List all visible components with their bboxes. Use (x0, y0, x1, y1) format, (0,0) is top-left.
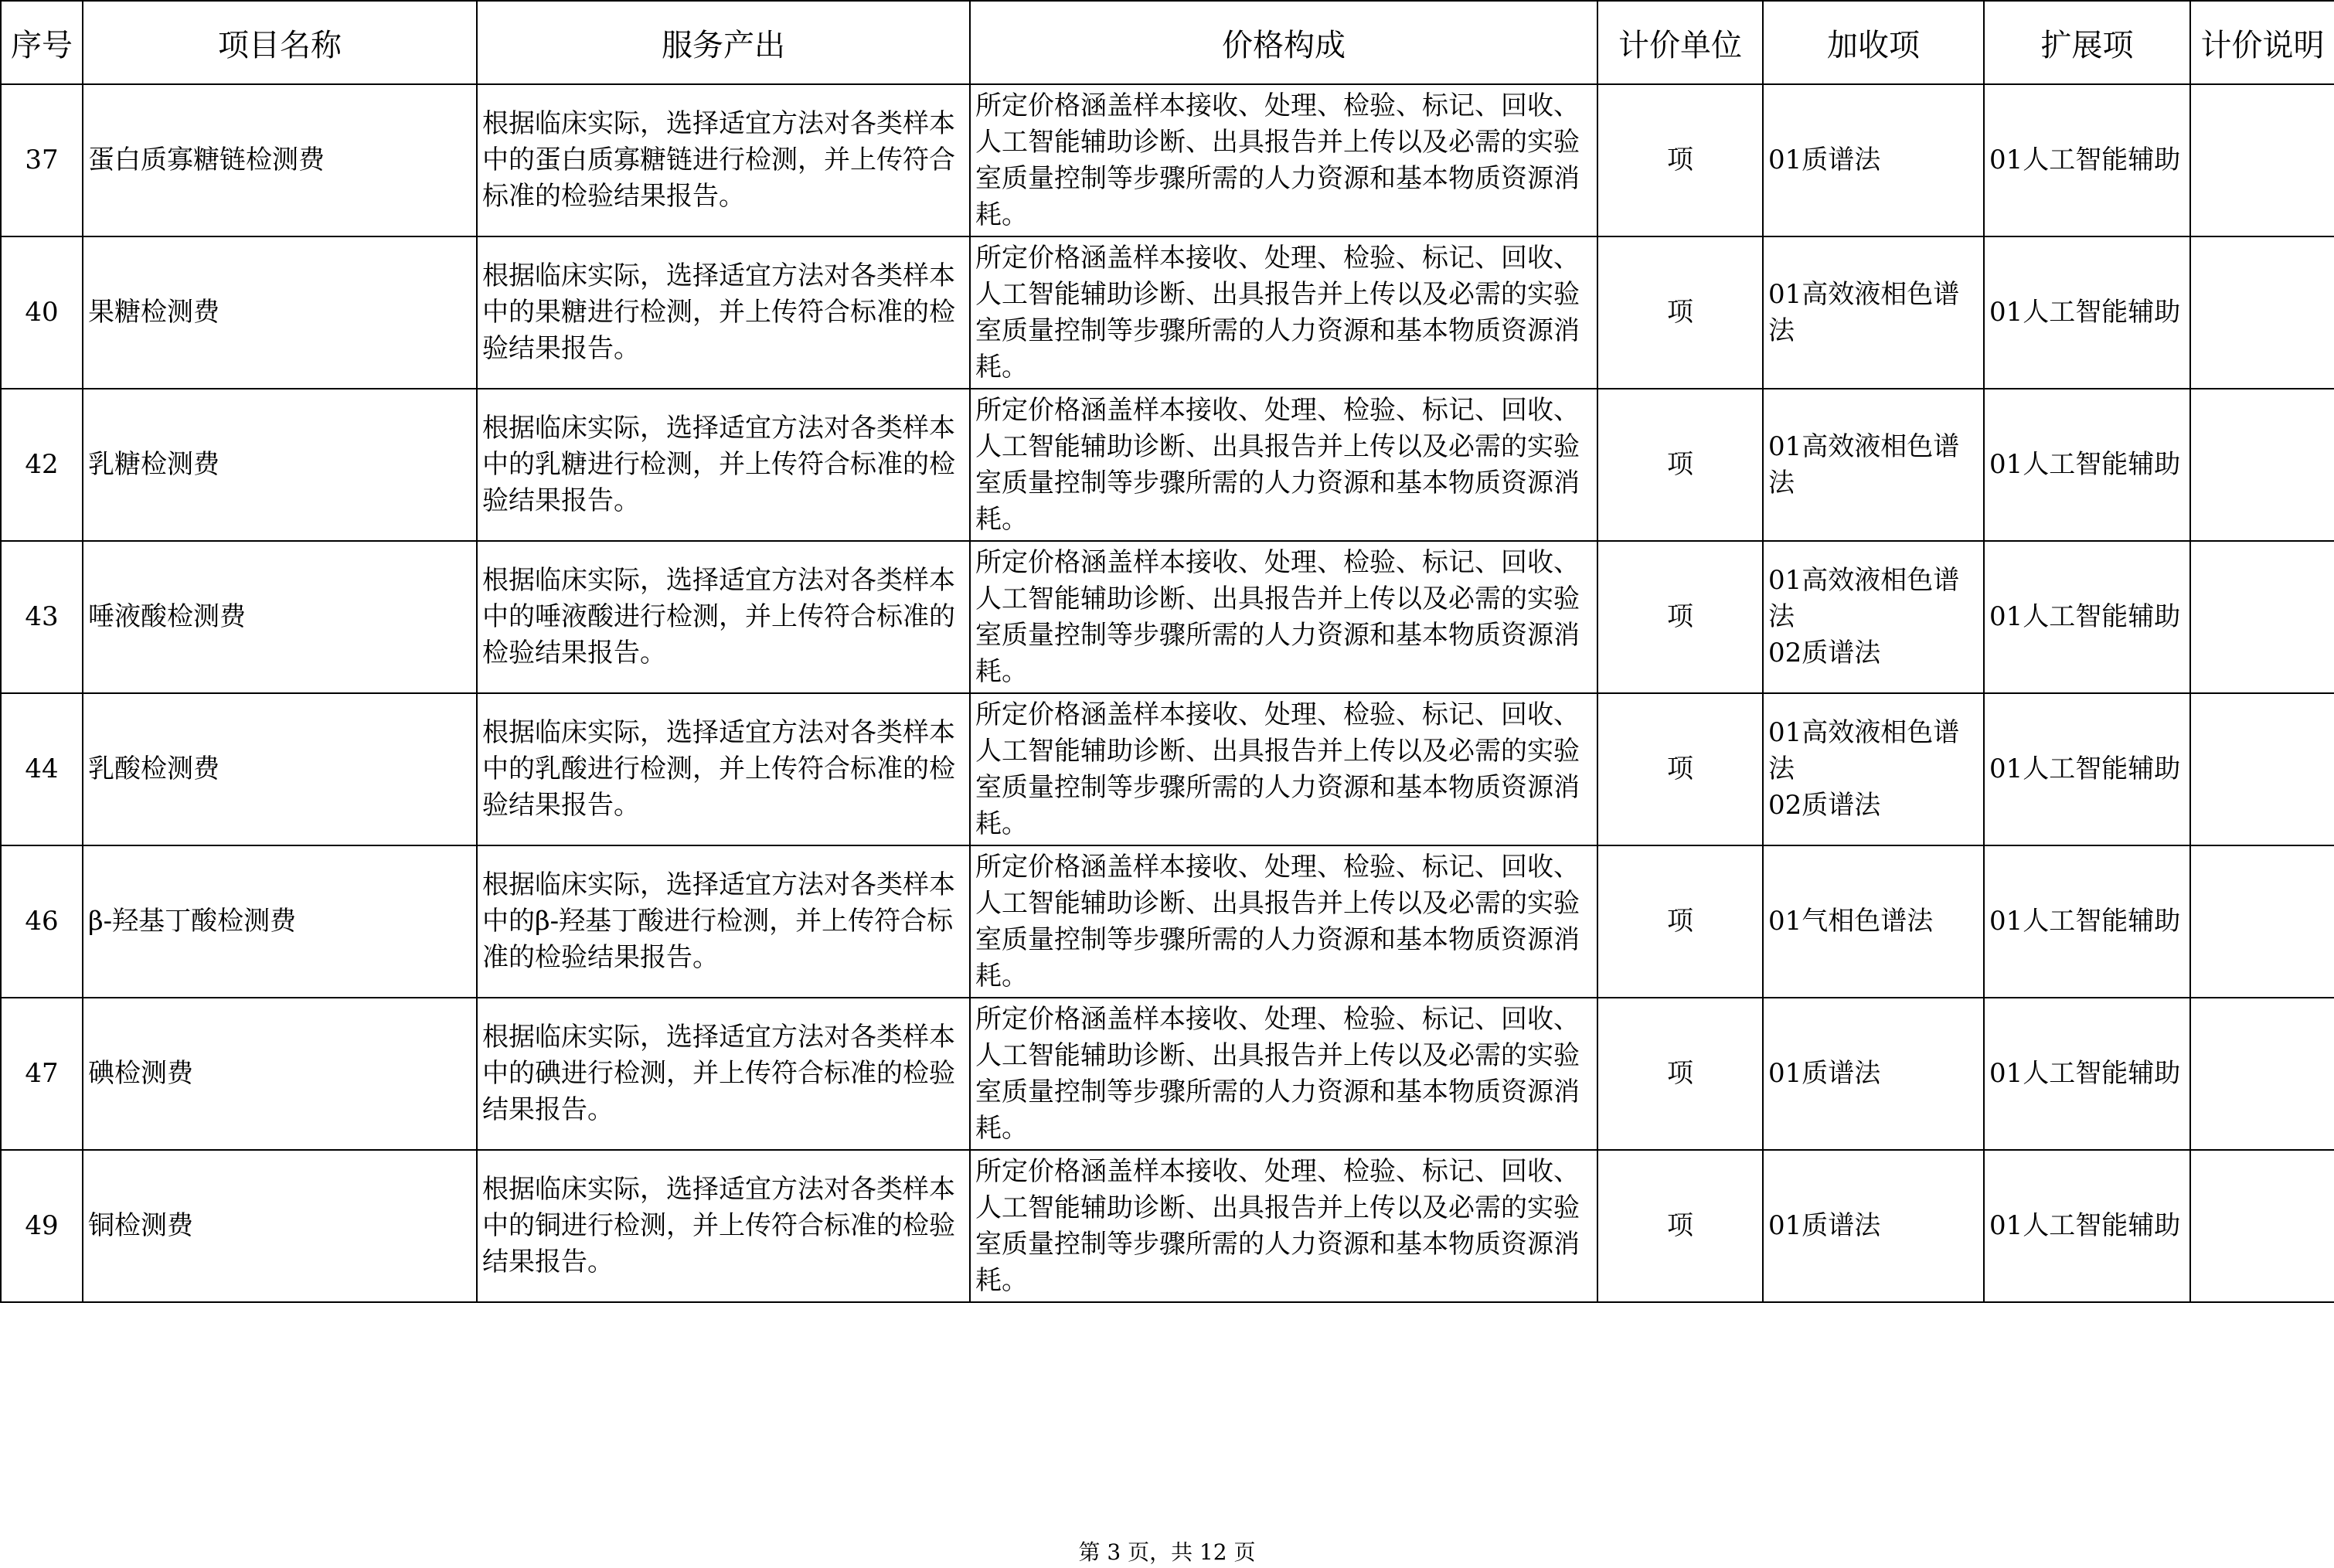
cell-seq: 44 (1, 693, 83, 845)
cell-note (2190, 845, 2334, 998)
header-row (1, 1, 2334, 84)
table-row (1, 541, 2334, 693)
cell-output: 根据临床实际，选择适宜方法对各类样本中的乳糖进行检测，并上传符合标准的检验结果报告。 (477, 389, 970, 541)
cell-addon: 01高效液相色谱法 02质谱法 (1763, 541, 1984, 693)
cell-unit: 项 (1597, 998, 1763, 1150)
cell-price: 所定价格涵盖样本接收、处理、检验、标记、回收、人工智能辅助诊断、出具报告并上传以及必需的实验室质量控制等步骤所需的人力资源和基本物质资源消耗。 (970, 541, 1597, 693)
cell-name: 果糖检测费 (83, 236, 477, 389)
header-name: 项目名称 (83, 1, 477, 84)
cell-name: 乳酸检测费 (83, 693, 477, 845)
cell-unit: 项 (1597, 845, 1763, 998)
cell-ext: 01人工智能辅助 (1984, 541, 2190, 693)
cell-price: 所定价格涵盖样本接收、处理、检验、标记、回收、人工智能辅助诊断、出具报告并上传以及必需的实验室质量控制等步骤所需的人力资源和基本物质资源消耗。 (970, 236, 1597, 389)
cell-addon: 01高效液相色谱法 (1763, 236, 1984, 389)
cell-note (2190, 236, 2334, 389)
cell-name: β-羟基丁酸检测费 (83, 845, 477, 998)
cell-ext: 01人工智能辅助 (1984, 84, 2190, 236)
cell-addon: 01质谱法 (1763, 998, 1984, 1150)
table-row (1, 693, 2334, 845)
cell-output: 根据临床实际，选择适宜方法对各类样本中的乳酸进行检测，并上传符合标准的检验结果报告。 (477, 693, 970, 845)
cell-ext: 01人工智能辅助 (1984, 998, 2190, 1150)
cell-note (2190, 389, 2334, 541)
cell-output: 根据临床实际，选择适宜方法对各类样本中的铜进行检测，并上传符合标准的检验结果报告。 (477, 1150, 970, 1302)
table-row (1, 998, 2334, 1150)
cell-addon: 01高效液相色谱法 02质谱法 (1763, 693, 1984, 845)
cell-seq: 40 (1, 236, 83, 389)
cell-ext: 01人工智能辅助 (1984, 1150, 2190, 1302)
cell-addon: 01气相色谱法 (1763, 845, 1984, 998)
cell-unit: 项 (1597, 236, 1763, 389)
cell-price: 所定价格涵盖样本接收、处理、检验、标记、回收、人工智能辅助诊断、出具报告并上传以及必需的实验室质量控制等步骤所需的人力资源和基本物质资源消耗。 (970, 1150, 1597, 1302)
cell-output: 根据临床实际，选择适宜方法对各类样本中的唾液酸进行检测，并上传符合标准的检验结果报告。 (477, 541, 970, 693)
table-row (1, 84, 2334, 236)
cell-note (2190, 693, 2334, 845)
cell-unit: 项 (1597, 541, 1763, 693)
header-price: 价格构成 (970, 1, 1597, 84)
cell-unit: 项 (1597, 693, 1763, 845)
cell-name: 唾液酸检测费 (83, 541, 477, 693)
cell-output: 根据临床实际，选择适宜方法对各类样本中的果糖进行检测，并上传符合标准的检验结果报告。 (477, 236, 970, 389)
table-row (1, 236, 2334, 389)
page-number: 第 3 页，共 12 页 (1078, 1539, 1256, 1565)
table-body (1, 84, 2334, 1302)
cell-seq: 47 (1, 998, 83, 1150)
cell-price: 所定价格涵盖样本接收、处理、检验、标记、回收、人工智能辅助诊断、出具报告并上传以及必需的实验室质量控制等步骤所需的人力资源和基本物质资源消耗。 (970, 84, 1597, 236)
cell-seq: 37 (1, 84, 83, 236)
cell-addon: 01质谱法 (1763, 1150, 1984, 1302)
table-row (1, 389, 2334, 541)
cell-seq: 42 (1, 389, 83, 541)
cell-note (2190, 1150, 2334, 1302)
cell-name: 乳糖检测费 (83, 389, 477, 541)
table-row (1, 1150, 2334, 1302)
cell-price: 所定价格涵盖样本接收、处理、检验、标记、回收、人工智能辅助诊断、出具报告并上传以及必需的实验室质量控制等步骤所需的人力资源和基本物质资源消耗。 (970, 998, 1597, 1150)
cell-addon: 01高效液相色谱法 (1763, 389, 1984, 541)
cell-unit: 项 (1597, 1150, 1763, 1302)
cell-ext: 01人工智能辅助 (1984, 236, 2190, 389)
cell-unit: 项 (1597, 84, 1763, 236)
cell-seq: 46 (1, 845, 83, 998)
header-ext: 扩展项 (1984, 1, 2190, 84)
cell-seq: 43 (1, 541, 83, 693)
cell-price: 所定价格涵盖样本接收、处理、检验、标记、回收、人工智能辅助诊断、出具报告并上传以及必需的实验室质量控制等步骤所需的人力资源和基本物质资源消耗。 (970, 693, 1597, 845)
cell-seq: 49 (1, 1150, 83, 1302)
cell-price: 所定价格涵盖样本接收、处理、检验、标记、回收、人工智能辅助诊断、出具报告并上传以及必需的实验室质量控制等步骤所需的人力资源和基本物质资源消耗。 (970, 389, 1597, 541)
cell-name: 碘检测费 (83, 998, 477, 1150)
cell-output: 根据临床实际，选择适宜方法对各类样本中的蛋白质寡糖链进行检测，并上传符合标准的检验结果报告。 (477, 84, 970, 236)
cell-ext: 01人工智能辅助 (1984, 845, 2190, 998)
cell-note (2190, 541, 2334, 693)
cell-ext: 01人工智能辅助 (1984, 693, 2190, 845)
cell-note (2190, 998, 2334, 1150)
cell-note (2190, 84, 2334, 236)
table-row (1, 845, 2334, 998)
cell-name: 铜检测费 (83, 1150, 477, 1302)
cell-output: 根据临床实际，选择适宜方法对各类样本中的碘进行检测，并上传符合标准的检验结果报告。 (477, 998, 970, 1150)
header-unit: 计价单位 (1597, 1, 1763, 84)
cell-addon: 01质谱法 (1763, 84, 1984, 236)
header-output: 服务产出 (477, 1, 970, 84)
cell-unit: 项 (1597, 389, 1763, 541)
cell-ext: 01人工智能辅助 (1984, 389, 2190, 541)
header-seq: 序号 (1, 1, 83, 84)
cell-output: 根据临床实际，选择适宜方法对各类样本中的β-羟基丁酸进行检测，并上传符合标准的检验结果报告。 (477, 845, 970, 998)
header-addon: 加收项 (1763, 1, 1984, 84)
cell-price: 所定价格涵盖样本接收、处理、检验、标记、回收、人工智能辅助诊断、出具报告并上传以及必需的实验室质量控制等步骤所需的人力资源和基本物质资源消耗。 (970, 845, 1597, 998)
header-note: 计价说明 (2190, 1, 2334, 84)
cell-name: 蛋白质寡糖链检测费 (83, 84, 477, 236)
